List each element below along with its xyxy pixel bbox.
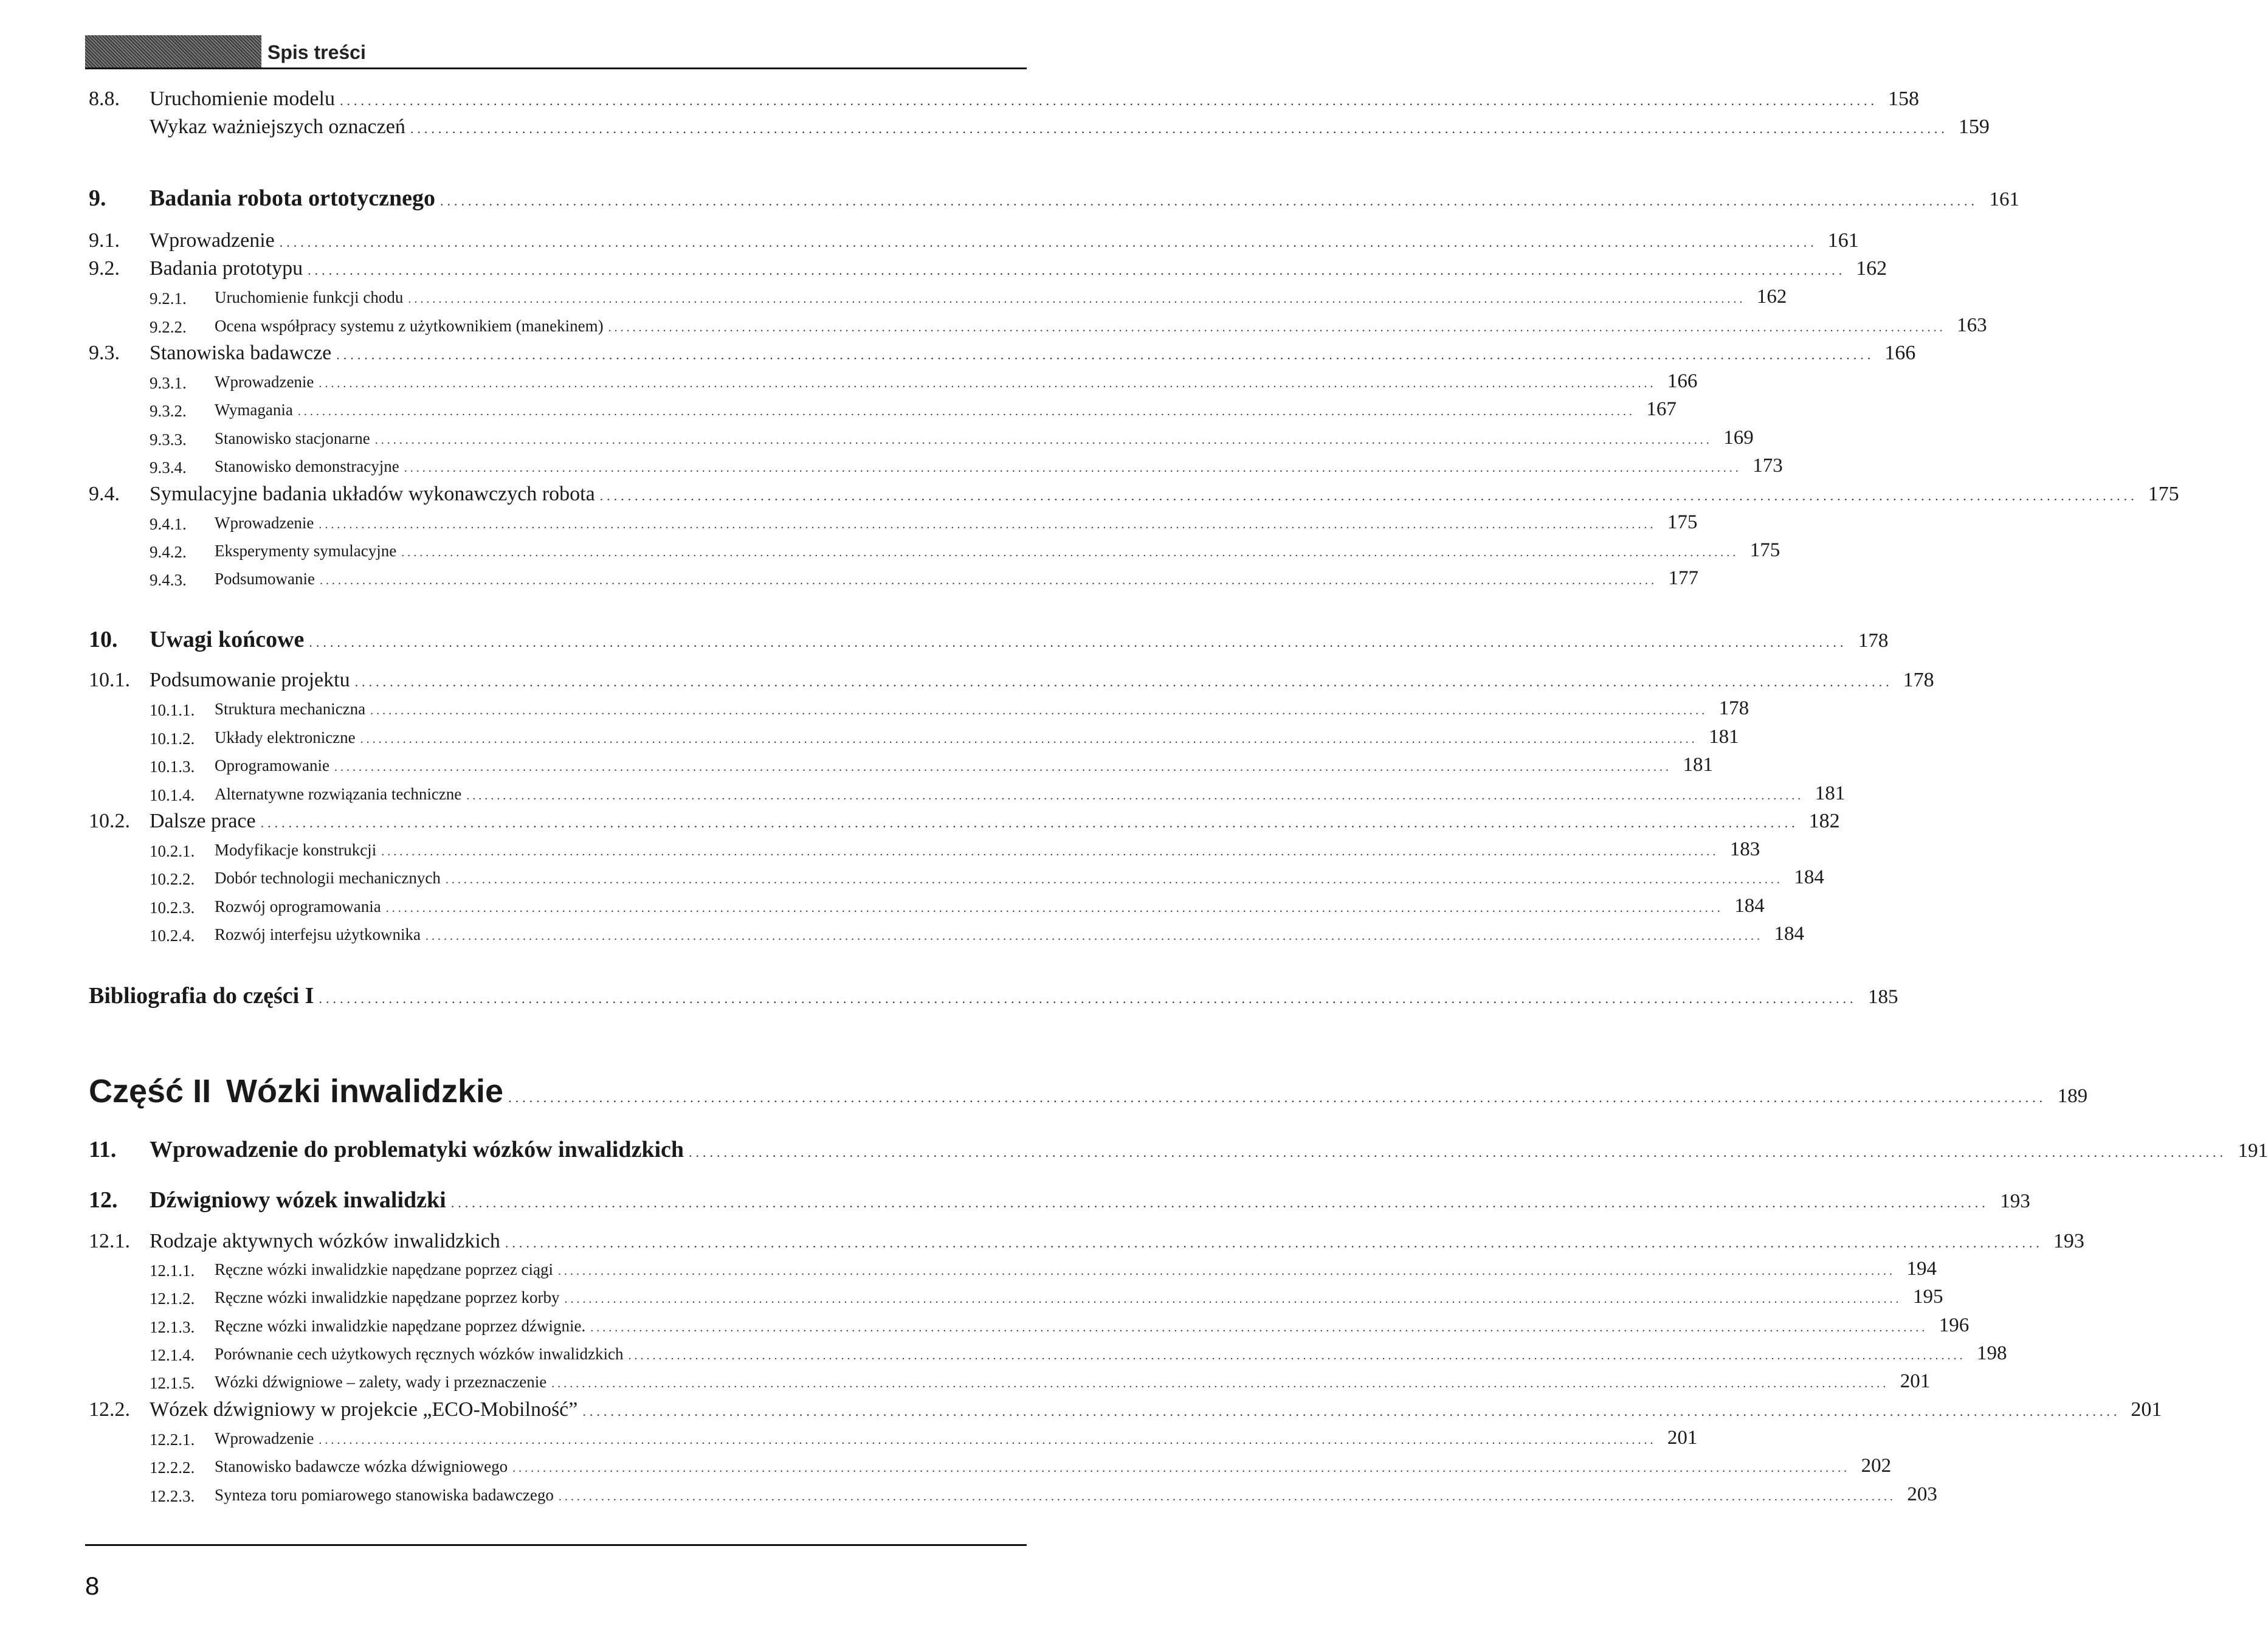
toc-entry-number: 9.3. (89, 342, 120, 364)
toc-entry-number: 9.2. (89, 257, 120, 280)
toc-entry-title: Podsumowanie projektu (150, 669, 350, 691)
toc-entry-page: 162 (1856, 257, 1887, 280)
toc-entry-number: 10.1.4. (150, 786, 195, 804)
toc-entry-title: Symulacyjne badania układów wykonawczych robota (150, 483, 595, 505)
dot-leader: ............................................................................................................................................................................................................................ (408, 292, 1746, 306)
toc-entry-page: 185 (1867, 986, 1898, 1008)
toc-entry-title: Dźwigniowy wózek inwalidzki (150, 1187, 446, 1213)
toc-entry-title: Uruchomienie modelu (150, 88, 335, 110)
dot-leader: ............................................................................................................................................................................................................................ (309, 635, 1847, 650)
toc-entry-number: 9.3.2. (150, 402, 187, 420)
toc-entry-page: 189 (2057, 1085, 2088, 1107)
toc-entry (0, 480, 2179, 506)
toc-entry-title: Bibliografia do części I (89, 983, 314, 1009)
dot-leader: ............................................................................................................................................................................................................................ (440, 193, 1979, 209)
toc-chapter-entry (0, 1135, 2268, 1163)
toc-entry-title: Uwagi końcowe (150, 627, 305, 652)
toc-entry-number: 10.2.4. (150, 926, 195, 945)
toc-entry-page: 162 (1756, 286, 1787, 308)
toc-entry-page: 161 (1827, 229, 1859, 252)
toc-entry-title: Wprowadzenie (215, 373, 314, 391)
toc-entry-number: 10.1. (89, 669, 130, 691)
toc-entry-page: 193 (2000, 1190, 2030, 1212)
dot-leader: ............................................................................................................................................................................................................................ (354, 674, 1893, 689)
toc-entry-page: 158 (1887, 88, 1919, 110)
toc-entry-title: Ręczne wózki inwalidzkie napędzane poprzez dźwignie. (215, 1317, 586, 1335)
toc-entry-page: 181 (1683, 754, 1713, 776)
toc-entry-title: Eksperymenty symulacyjne (215, 542, 397, 560)
toc-entry (0, 1453, 1892, 1477)
dot-leader: ............................................................................................................................................................................................................................ (279, 235, 1818, 250)
toc-entry-page: 184 (1774, 923, 1804, 945)
toc-entry-page: 181 (1709, 726, 1739, 748)
toc-entry-title: Stanowiska badawcze (150, 342, 332, 364)
toc-entry-title: Stanowisko demonstracyjne (215, 457, 399, 475)
toc-entry (0, 396, 1677, 421)
toc-entry-title: Alternatywne rozwiązania techniczne (215, 785, 462, 803)
toc-entry-number: 10. (89, 627, 118, 652)
toc-entry-page: 202 (1861, 1455, 1892, 1477)
toc-entry (0, 752, 1713, 776)
dot-leader: ............................................................................................................................................................................................................................ (336, 347, 1875, 362)
dot-leader: ............................................................................................................................................................................................................................ (599, 488, 2138, 503)
dot-leader: ............................................................................................................................................................................................................................ (360, 733, 1698, 746)
dot-leader: ............................................................................................................................................................................................................................ (401, 546, 1739, 559)
toc-entry-number: 9. (89, 185, 106, 211)
toc-entry-page: 201 (2131, 1398, 2162, 1421)
toc-entry (0, 565, 1698, 590)
toc-entry-number: 9.4.3. (150, 571, 187, 589)
dot-leader: ............................................................................................................................................................................................................................ (320, 574, 1657, 587)
toc-entry-title: Stanowisko stacjonarne (215, 429, 370, 447)
toc-entry (0, 312, 1987, 337)
toc-entry-page: 167 (1646, 398, 1677, 420)
dot-leader: ............................................................................................................................................................................................................................ (512, 1461, 1850, 1475)
toc-entry-page: 183 (1729, 838, 1760, 860)
toc-entry-title: Wprowadzenie do problematyki wózków inwalidzkich (150, 1137, 684, 1162)
toc-chapter-entry (0, 1185, 2030, 1213)
toc-entry (0, 1256, 1937, 1280)
toc-entry-number: 10.2.2. (150, 870, 195, 888)
toc-entry-title: Wprowadzenie (215, 514, 314, 532)
toc-entry (0, 255, 1887, 280)
toc-entry (0, 1425, 1698, 1449)
toc-entry-page: 184 (1794, 866, 1824, 888)
toc-entry-number: 12.2.1. (150, 1430, 195, 1449)
toc-entry-title: Rozwój oprogramowania (215, 897, 381, 916)
toc-entry-page: 201 (1900, 1370, 1931, 1392)
toc-entry-number: 9.3.4. (150, 458, 187, 477)
toc-entry-page: 201 (1667, 1427, 1698, 1449)
toc-entry-page: 194 (1906, 1258, 1937, 1280)
toc-entry (0, 509, 1698, 534)
toc-chapter-entry (0, 184, 2020, 212)
toc-entry (0, 85, 1919, 111)
toc-entry-number: 9.3.1. (150, 374, 187, 392)
toc-entry-title: Rodzaje aktywnych wózków inwalidzkich (150, 1230, 500, 1252)
toc-entry (0, 339, 1916, 365)
toc-entry-page: 173 (1753, 455, 1783, 477)
toc-entry-title: Wprowadzenie (150, 229, 275, 252)
toc-entry-number: 9.1. (89, 229, 120, 252)
dot-leader: ............................................................................................................................................................................................................................ (385, 902, 1723, 915)
toc-entry-number: 12.1.1. (150, 1261, 195, 1280)
dot-leader: ............................................................................................................................................................................................................................ (319, 991, 1857, 1006)
toc-entry-page: 195 (1913, 1286, 1943, 1308)
dot-leader: ............................................................................................................................................................................................................................ (450, 1195, 1989, 1210)
running-header-title: Spis treści (267, 41, 366, 63)
toc-entry-page: 175 (1749, 539, 1780, 561)
toc-entry-title: Ręczne wózki inwalidzkie napędzane poprzez korby (215, 1288, 560, 1306)
toc-entry-title: Badania prototypu (150, 257, 303, 280)
toc-entry (0, 1482, 1937, 1506)
dot-leader: ............................................................................................................................................................................................................................ (508, 1090, 2047, 1105)
toc-entry-number: 10.1.2. (150, 730, 195, 748)
toc-entry (0, 227, 1859, 252)
dot-leader: ............................................................................................................................................................................................................................ (466, 789, 1804, 802)
toc-entry-page: 161 (1989, 188, 2020, 210)
dot-leader: ............................................................................................................................................................................................................................ (308, 263, 1846, 278)
toc-entry (0, 453, 1783, 477)
dot-leader: ............................................................................................................................................................................................................................ (582, 1404, 2121, 1419)
toc-entry (0, 1227, 2084, 1253)
toc-entry (0, 368, 1698, 393)
toc-entry-page: 163 (1957, 314, 1987, 336)
toc-part-entry (0, 1070, 2088, 1110)
toc-entry-number: 9.4.1. (150, 515, 187, 533)
toc-entry-title: Ręczne wózki inwalidzkie napędzane poprzez ciągi (215, 1260, 553, 1278)
toc-entry-number: 10.2.3. (150, 899, 195, 917)
toc-entry-page: 159 (1958, 116, 1990, 138)
toc-entry (0, 1340, 2007, 1365)
toc-entry-title: Wózki inwalidzkie (226, 1073, 504, 1109)
toc-entry-number: 9.2.1. (150, 289, 187, 308)
toc-entry (0, 1368, 1931, 1393)
toc-entry-number: 10.1.3. (150, 757, 195, 776)
dot-leader: ............................................................................................................................................................................................................................ (410, 121, 1948, 136)
toc-entry-title: Wózek dźwigniowy w projekcie „ECO-Mobilność” (150, 1398, 578, 1421)
toc-entry-page: 181 (1815, 782, 1846, 804)
toc-entry (0, 695, 1749, 720)
toc-entry-page: 166 (1884, 342, 1916, 364)
toc-entry (0, 781, 1846, 805)
toc-entry-title: Dalsze prace (150, 810, 256, 832)
dot-leader: ............................................................................................................................................................................................................................ (381, 845, 1719, 858)
toc-entry-title: Modyfikacje konstrukcji (215, 841, 377, 859)
toc-entry-number: 12.2.3. (150, 1487, 195, 1505)
dot-leader: ............................................................................................................................................................................................................................ (558, 1490, 1896, 1503)
toc-entry-number: 9.4. (89, 483, 120, 505)
toc-entry-page: 203 (1907, 1483, 1937, 1505)
toc-entry-page: 178 (1903, 669, 1934, 691)
toc-entry-title: Badania robota ortotycznego (150, 185, 436, 211)
dot-leader: ............................................................................................................................................................................................................................ (425, 930, 1763, 943)
toc-entry-number: 8.8. (89, 88, 120, 110)
toc-entry-title: Ocena współpracy systemu z użytkownikiem (manekinem) (215, 317, 604, 335)
toc-entry-title: Porównanie cech użytkowych ręcznych wózków inwalidzkich (215, 1345, 624, 1363)
toc-entry (0, 837, 1760, 861)
toc-entry-number: 9.3.3. (150, 430, 187, 449)
toc-entry (0, 1396, 2162, 1421)
dot-leader: ............................................................................................................................................................................................................................ (608, 321, 1946, 334)
toc-entry-page: 196 (1939, 1314, 1970, 1336)
dot-leader: ............................................................................................................................................................................................................................ (590, 1321, 1928, 1334)
toc-entry-number: 9.2.2. (150, 318, 187, 336)
toc-entry (0, 666, 1934, 692)
toc-entry-number: 10.2. (89, 810, 130, 832)
dot-leader: ............................................................................................................................................................................................................................ (551, 1377, 1889, 1390)
toc-entry-number: 12.2.2. (150, 1458, 195, 1477)
dot-leader: ............................................................................................................................................................................................................................ (339, 93, 1878, 108)
dot-leader: ............................................................................................................................................................................................................................ (445, 873, 1783, 886)
dot-leader: ............................................................................................................................................................................................................................ (297, 405, 1635, 418)
toc-entry-title: Układy elektroniczne (215, 728, 356, 747)
toc-entry-title: Dobór technologii mechanicznych (215, 869, 441, 887)
dot-leader: ............................................................................................................................................................................................................................ (319, 1434, 1656, 1447)
toc-entry-number: 12.1.5. (150, 1374, 195, 1392)
toc-entry-number: 9.4.2. (150, 543, 187, 561)
toc-entry-title: Stanowisko badawcze wózka dźwigniowego (215, 1457, 508, 1475)
toc-entry-title: Uruchomienie funkcji chodu (215, 288, 404, 306)
dot-leader: ............................................................................................................................................................................................................................ (374, 433, 1712, 447)
dot-leader: ............................................................................................................................................................................................................................ (689, 1145, 2227, 1160)
toc-entry-title: Oprogramowanie (215, 756, 329, 775)
toc-entry (0, 113, 1990, 139)
toc-entry-page: 191 (2238, 1140, 2268, 1162)
toc-entry (0, 864, 1824, 889)
toc-entry-number: 10.2.1. (150, 842, 195, 860)
toc-entry-page: 182 (1808, 810, 1840, 832)
toc-entry-title: Wykaz ważniejszych oznaczeń (150, 116, 405, 138)
toc-entry (0, 1284, 1943, 1308)
toc-part-number: Część II (89, 1073, 212, 1109)
toc-entry-page: 169 (1723, 427, 1754, 449)
toc-entry (0, 537, 1780, 562)
footer-rule (85, 1544, 1027, 1546)
toc-chapter-entry (0, 625, 1889, 653)
dot-leader: ............................................................................................................................................................................................................................ (370, 704, 1708, 717)
toc-entry-page: 166 (1667, 370, 1698, 392)
toc-entry (0, 1313, 1970, 1337)
toc-entry-number: 10.1.1. (150, 701, 195, 719)
toc-entry-page: 178 (1718, 697, 1749, 719)
toc-entry-number: 12.1. (89, 1230, 130, 1252)
dot-leader: ............................................................................................................................................................................................................................ (557, 1264, 1895, 1278)
toc-entry-title: Wózki dźwigniowe – zalety, wady i przeznaczenie (215, 1373, 547, 1391)
toc-entry (0, 724, 1739, 748)
page-number: 8 (85, 1572, 100, 1600)
toc-entry-title: Synteza toru pomiarowego stanowiska badawczego (215, 1486, 554, 1504)
toc-entry-number: 12.1.4. (150, 1346, 195, 1364)
toc-entry-number: 11. (89, 1137, 117, 1162)
toc-entry-title: Struktura mechaniczna (215, 700, 366, 718)
dot-leader: ............................................................................................................................................................................................................................ (260, 815, 1799, 830)
toc-entry-number: 12.1.2. (150, 1289, 195, 1308)
dot-leader: ............................................................................................................................................................................................................................ (564, 1292, 1902, 1306)
dot-leader: ............................................................................................................................................................................................................................ (505, 1235, 2043, 1251)
toc-entry (0, 284, 1787, 308)
toc-entry-page: 175 (2148, 483, 2179, 505)
dot-leader: ............................................................................................................................................................................................................................ (319, 518, 1656, 531)
toc-bibliography-entry (0, 981, 1898, 1009)
toc-entry-title: Podsumowanie (215, 570, 315, 588)
toc-entry-page: 175 (1667, 511, 1698, 533)
toc-entry-number: 12.1.3. (150, 1318, 195, 1336)
toc-entry (0, 807, 1840, 833)
toc-entry-title: Wymagania (215, 401, 293, 419)
dot-leader: ............................................................................................................................................................................................................................ (334, 761, 1672, 774)
toc-entry-page: 193 (2053, 1230, 2084, 1252)
dot-leader: ............................................................................................................................................................................................................................ (319, 377, 1656, 390)
dot-leader: ............................................................................................................................................................................................................................ (628, 1349, 1966, 1362)
toc-entry (0, 425, 1754, 449)
toc-entry-page: 178 (1858, 630, 1889, 652)
toc-entry (0, 893, 1765, 917)
toc-entry-page: 184 (1734, 895, 1765, 917)
toc-entry-title: Wprowadzenie (215, 1429, 314, 1447)
toc-entry-number: 12. (89, 1187, 118, 1213)
toc-entry-page: 177 (1668, 567, 1698, 589)
toc-entry-page: 198 (1977, 1342, 2007, 1364)
toc-entry (0, 921, 1804, 945)
toc-entry-title: Rozwój interfejsu użytkownika (215, 925, 421, 944)
toc-entry-number: 12.2. (89, 1398, 130, 1421)
dot-leader: ............................................................................................................................................................................................................................ (404, 461, 1742, 475)
